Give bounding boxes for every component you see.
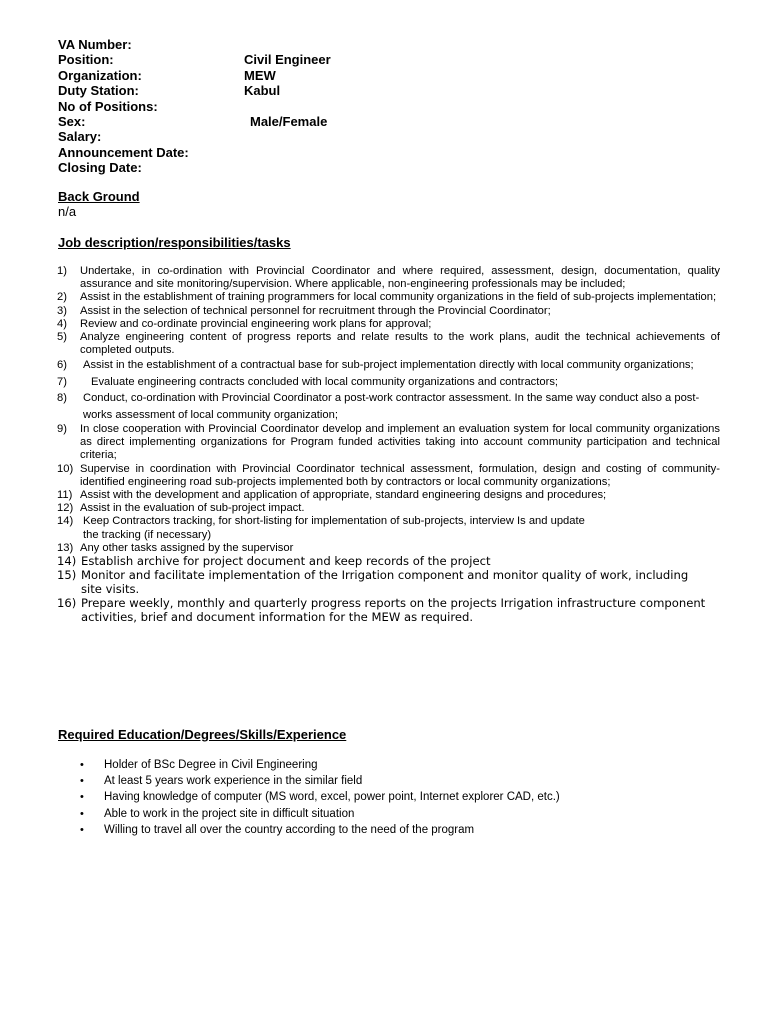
task-number: 15) — [57, 567, 77, 582]
list-item — [80, 822, 640, 838]
task-number: 14) — [57, 515, 74, 528]
task-number: 7) — [57, 375, 67, 388]
task-number: 6) — [57, 359, 67, 372]
task-number: 1) — [57, 265, 67, 277]
task-text: Conduct, co-ordination with Provincial Coordinator a post-work contractor assessment. In the same way conduct also a post-works assessment of local community organization; — [83, 392, 700, 421]
vacancy-header — [58, 37, 458, 176]
task-text: Establish archive for project document and keep records of the project — [81, 554, 491, 569]
bullet-icon: • — [80, 759, 84, 771]
header-label: Closing Date: — [58, 160, 142, 176]
bullet-icon: • — [80, 775, 84, 788]
task-text: Prepare weekly, monthly and quarterly progress reports on the projects Irrigation infrastructure component activities, brief and document information for the MEW as required. — [81, 595, 706, 624]
header-row-announcement-date — [58, 145, 458, 160]
task-text: Monitor and facilitate implementation of the Irrigation component and monitor quality of work, including site visits. — [81, 567, 689, 596]
list-item — [80, 773, 640, 789]
task-item — [57, 331, 720, 357]
bullet-icon: • — [80, 791, 84, 804]
task-text: Evaluate engineering contracts concluded with local community organizations and contractors; — [91, 375, 559, 388]
task-item — [57, 374, 720, 390]
header-label: Announcement Date: — [58, 144, 189, 160]
header-value: Kabul — [244, 83, 281, 99]
requirement-text: Having knowledge of computer (MS word, excel, power point, Internet explorer CAD, etc.) — [104, 791, 560, 804]
task-item — [57, 318, 720, 331]
header-row-va-number — [58, 37, 458, 52]
task-item — [57, 515, 720, 541]
header-label: Duty Station: — [58, 83, 139, 99]
header-row-duty-station — [58, 83, 458, 98]
task-number: 4) — [57, 317, 67, 330]
header-row-sex — [58, 114, 458, 129]
header-value: MEW — [244, 67, 276, 83]
task-number: 2) — [57, 291, 67, 304]
task-number: 9) — [57, 423, 67, 436]
background-heading: Back Ground — [58, 189, 140, 204]
task-item — [57, 265, 720, 291]
header-label: Position: — [58, 52, 114, 68]
task-number: 5) — [57, 331, 67, 344]
header-label: VA Number: — [58, 37, 132, 52]
task-text: Supervise in coordination with Provincial Coordinator technical assessment, formulation, design and costing of community-identified engineering road sub-projects implemented both by contractors or local community organizations; — [80, 462, 720, 488]
header-value: Male/Female — [250, 113, 328, 129]
task-number: 10) — [57, 462, 74, 475]
requirement-text: Holder of BSc Degree in Civil Engineering — [104, 759, 318, 771]
task-number: 16) — [57, 595, 77, 610]
header-row-position — [58, 52, 458, 67]
task-text: Any other tasks assigned by the supervisor — [80, 541, 294, 554]
list-item — [80, 757, 640, 773]
requirement-text: Willing to travel all over the country according to the need of the program — [104, 823, 475, 836]
task-number: 14) — [57, 554, 77, 569]
requirement-text: At least 5 years work experience in the similar field — [104, 775, 363, 788]
background-text: n/a — [58, 204, 77, 219]
task-item — [57, 423, 720, 463]
task-text: Assist in the selection of technical personnel for recruitment through the Provincial Coordinator; — [80, 304, 551, 317]
requirement-text: Able to work in the project site in difficult situation — [104, 807, 355, 820]
task-text: Assist in the establishment of a contractual base for sub-project implementation directly with local community organizations; — [83, 359, 694, 372]
task-text: Review and co-ordinate provincial engineering work plans for approval; — [80, 317, 432, 330]
task-text: Analyze engineering content of progress reports and relate results to the work plans, audit the technical achievements of completed outputs. — [80, 331, 720, 357]
task-list — [57, 265, 720, 625]
task-number: 13) — [57, 541, 74, 554]
task-item — [57, 291, 720, 304]
header-label: Salary: — [58, 129, 102, 145]
requirements-list — [80, 757, 640, 838]
requirements-heading: Required Education/Degrees/Skills/Experience — [58, 727, 347, 742]
task-item — [57, 489, 720, 502]
header-row-organization — [58, 68, 458, 83]
task-item — [57, 597, 720, 625]
header-value: Civil Engineer — [244, 52, 331, 68]
header-label: No of Positions: — [58, 98, 158, 114]
job-description-heading: Job description/responsibilities/tasks — [58, 235, 291, 250]
task-text: Keep Contractors tracking, for short-listing for implementation of sub-projects, interview Is and update the tracking (if necessary) — [83, 515, 585, 541]
bullet-icon: • — [80, 807, 84, 820]
header-row-salary — [58, 129, 458, 144]
task-number: 11) — [57, 489, 73, 502]
task-text: In close cooperation with Provincial Coordinator develop and implement an evaluation system for local community organizations as direct implementing organizations for Program funded activities taking into account community participation and technical criteria; — [80, 423, 720, 462]
task-text: Assist in the establishment of training programmers for local community organizations in the field of sub-projects implementation; — [80, 291, 717, 304]
task-item — [57, 357, 720, 373]
task-item — [57, 555, 720, 569]
task-text: Assist in the evaluation of sub-project impact. — [80, 502, 305, 515]
task-item — [57, 305, 720, 318]
header-label: Organization: — [58, 67, 142, 83]
header-label: Sex: — [58, 113, 86, 129]
task-text: Assist with the development and application of appropriate, standard engineering designs and procedures; — [80, 489, 607, 502]
task-number: 3) — [57, 304, 67, 317]
task-text: Undertake, in co-ordination with Provincial Coordinator and where required, assessment, design, documentation, quality assurance and site monitoring/supervision. Where applicable, non-engineering professionals may be included; — [80, 265, 720, 291]
list-item — [80, 789, 640, 805]
task-item — [57, 569, 720, 597]
task-number: 12) — [57, 502, 74, 515]
task-number: 8) — [57, 392, 67, 405]
task-item — [57, 463, 720, 489]
header-row-no-of-positions — [58, 99, 458, 114]
header-row-closing-date — [58, 160, 458, 175]
list-item — [80, 806, 640, 822]
bullet-icon: • — [80, 823, 84, 836]
task-item — [57, 390, 720, 423]
task-item — [57, 502, 720, 515]
